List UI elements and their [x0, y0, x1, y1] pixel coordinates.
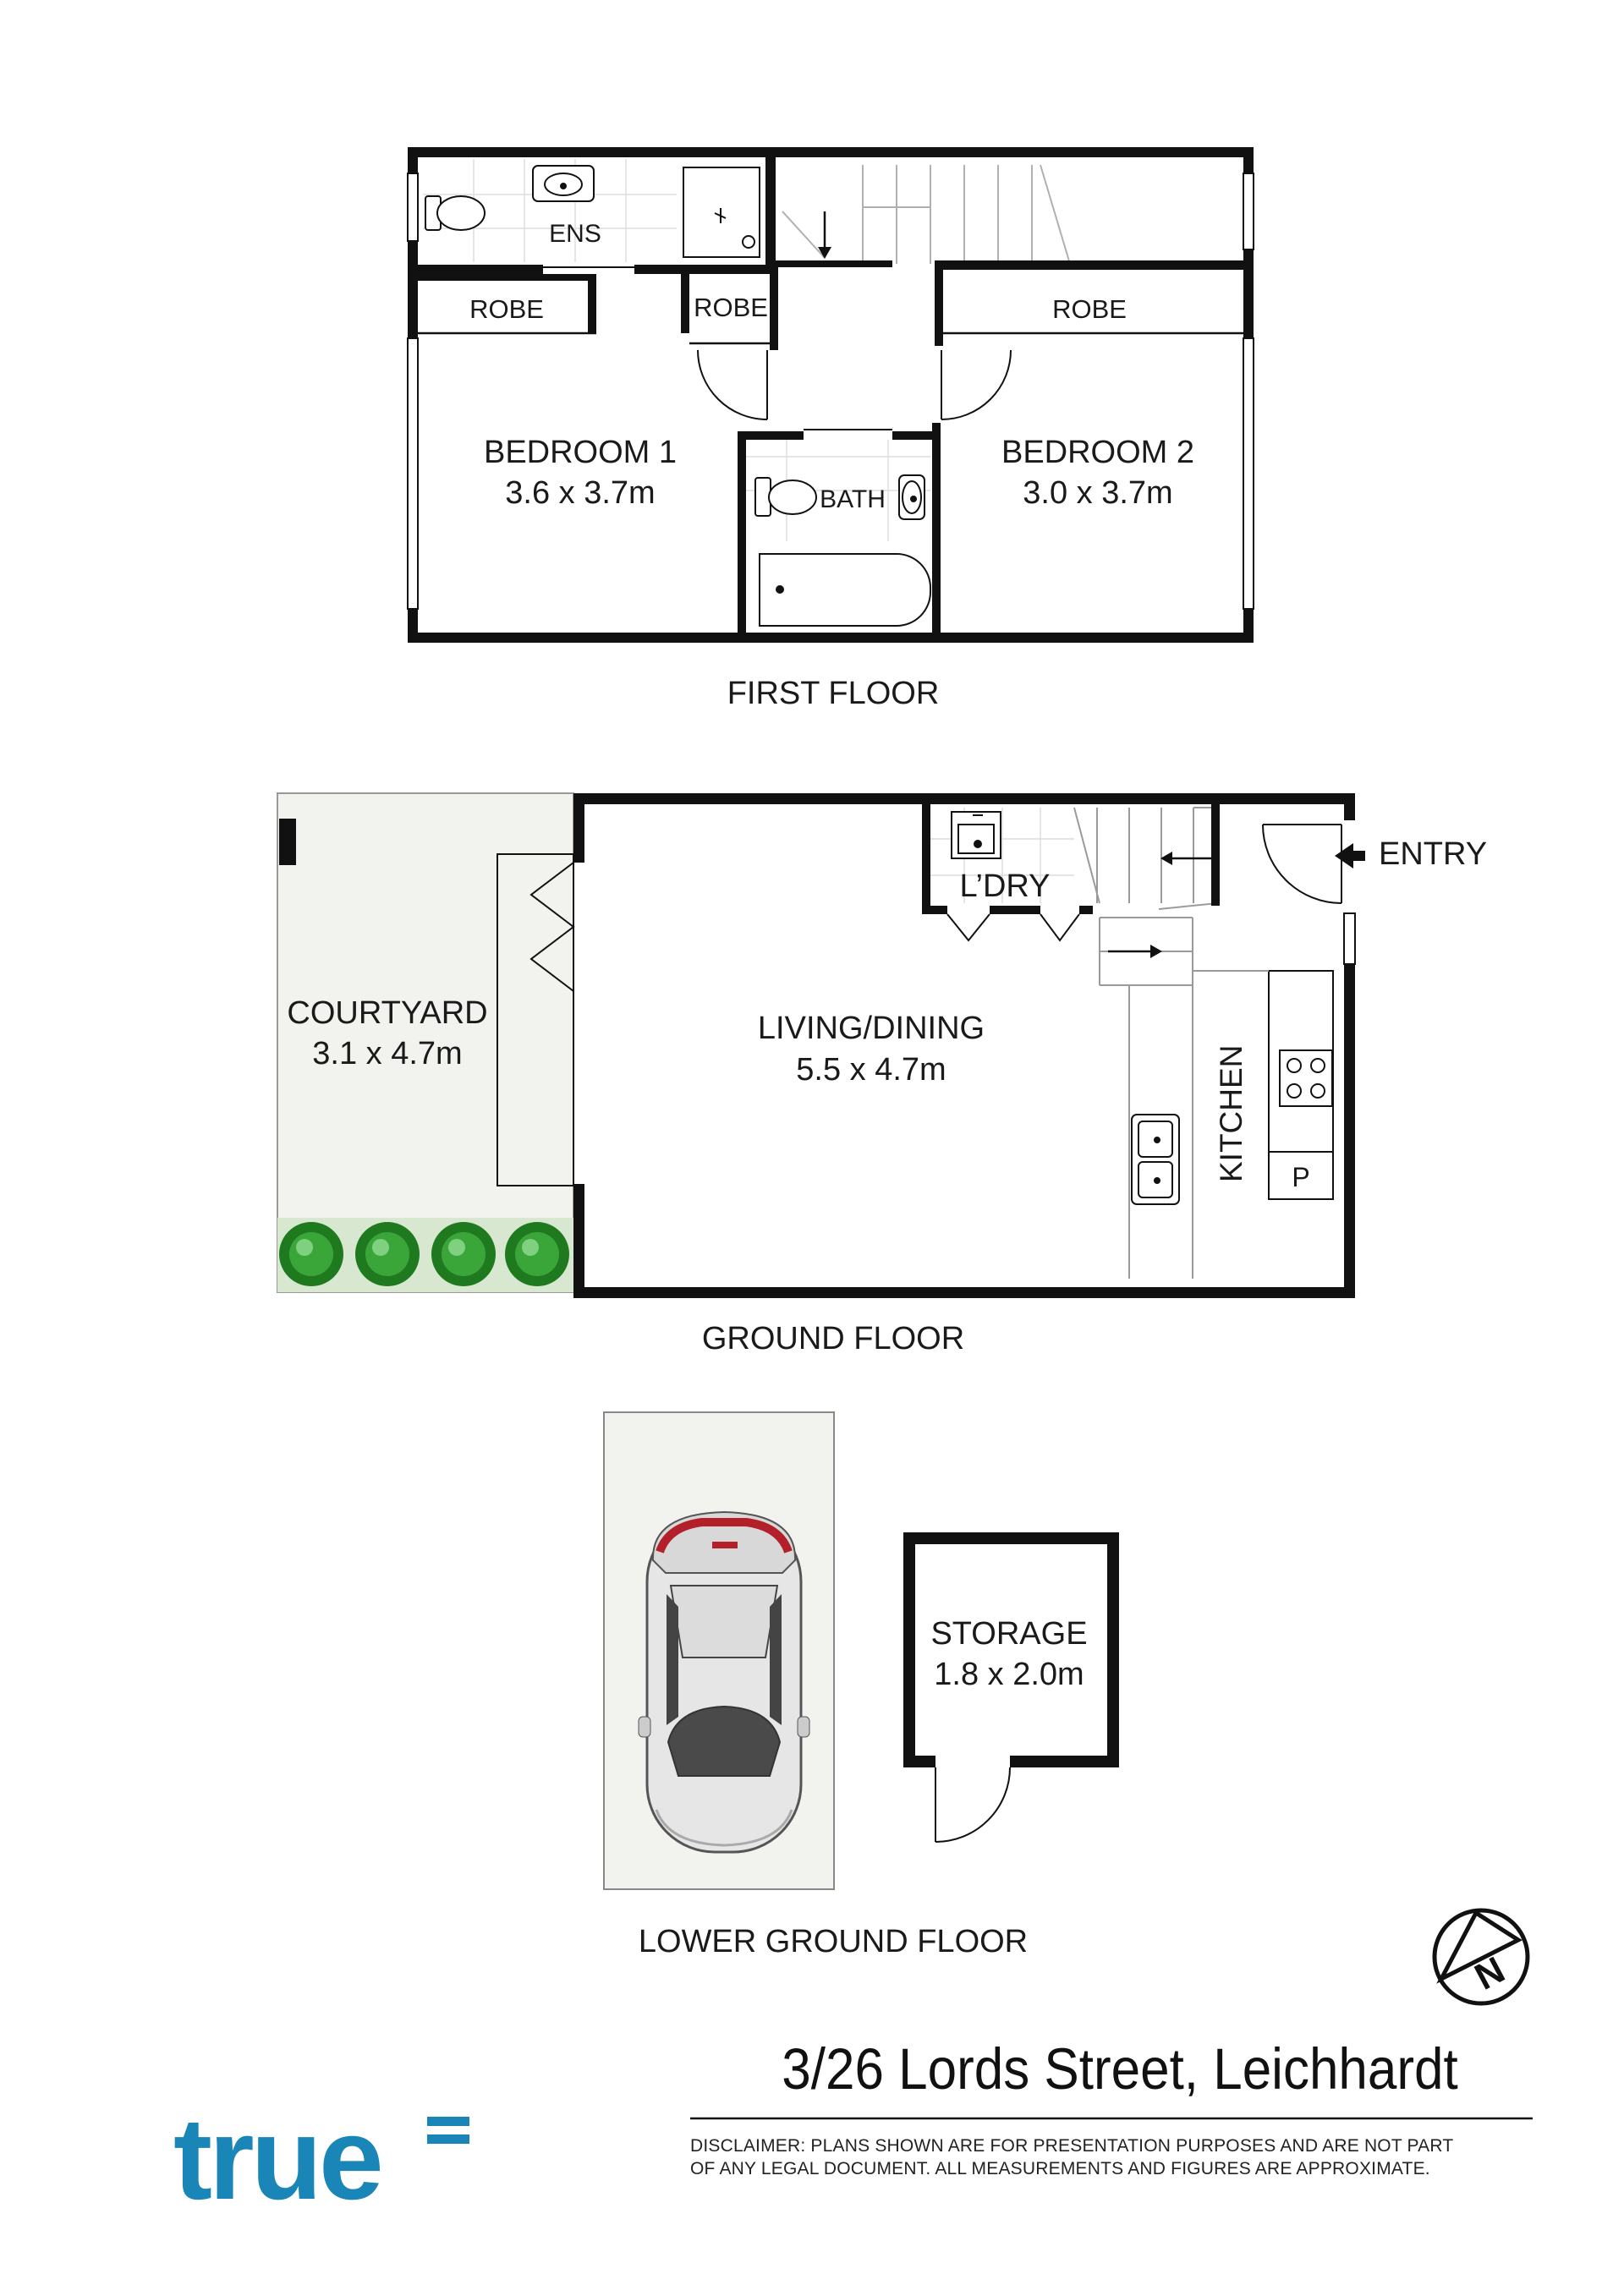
- ground-window: [1344, 913, 1355, 964]
- brand-logo-text: true: [173, 2094, 381, 2224]
- car-icon: [639, 1512, 809, 1852]
- toilet-icon: [437, 196, 485, 230]
- disclaimer-line-2: OF ANY LEGAL DOCUMENT. ALL MEASUREMENTS AND FIGURES ARE APPROXIMATE.: [690, 2159, 1430, 2178]
- disclaimer-line-1: DISCLAIMER: PLANS SHOWN ARE FOR PRESENTATION PURPOSES AND ARE NOT PART: [690, 2136, 1454, 2156]
- living-size: 5.5 x 4.7m: [796, 1052, 946, 1088]
- entry-label: ENTRY: [1379, 836, 1488, 872]
- laundry-tub-icon: [952, 812, 1001, 858]
- laundry-doors: [947, 914, 1079, 940]
- bedroom2-name: BEDROOM 2: [1001, 435, 1195, 470]
- logo-equals-icon: [427, 2117, 469, 2126]
- robe-label-middle: ROBE: [694, 293, 768, 322]
- entry-arrow-icon: [1335, 843, 1365, 869]
- first-floor-plan: [408, 147, 1254, 711]
- bath-label: BATH: [820, 485, 886, 513]
- north-compass-icon: [1435, 1910, 1528, 2003]
- ensuite-label: ENS: [549, 220, 601, 248]
- shrub-icon-4: [505, 1222, 569, 1286]
- pantry-label: P: [1292, 1162, 1310, 1192]
- lower-ground-floor-plan: [604, 1412, 1119, 1959]
- disclaimer: [690, 2134, 1553, 2180]
- ground-floor-plan: [277, 793, 1487, 1356]
- storage-door: [935, 1767, 1010, 1842]
- living-name: LIVING/DINING: [757, 1011, 985, 1046]
- laundry-label: L’DRY: [959, 869, 1051, 904]
- bedroom2-size: 3.0 x 3.7m: [1023, 475, 1173, 511]
- bedroom1-name: BEDROOM 1: [483, 435, 678, 470]
- ground-floor-caption: GROUND FLOOR: [701, 1321, 965, 1356]
- robe-fronts: [418, 333, 1243, 343]
- bath-toilet-icon: [769, 480, 816, 514]
- courtyard-size: 3.1 x 4.7m: [312, 1036, 463, 1071]
- robe-label-left: ROBE: [469, 294, 544, 324]
- first-floor-caption: FIRST FLOOR: [727, 676, 940, 711]
- property-address: 3/26 Lords Street, Leichhardt: [782, 2036, 1458, 2101]
- cooktop-icon: [1280, 1050, 1332, 1106]
- bathtub-icon: [760, 554, 930, 626]
- entry-door: [1263, 825, 1341, 903]
- shrub-icon-2: [355, 1222, 420, 1286]
- storage-size: 1.8 x 2.0m: [934, 1657, 1084, 1692]
- shrub-icon-3: [431, 1222, 496, 1286]
- courtyard-name: COURTYARD: [287, 995, 488, 1031]
- compass-letter: N: [1468, 1948, 1512, 1998]
- shrub-icon-1: [279, 1222, 343, 1286]
- robe-label-right: ROBE: [1052, 294, 1127, 324]
- lower-ground-floor-caption: LOWER GROUND FLOOR: [638, 1924, 1029, 1959]
- bedroom1-size: 3.6 x 3.7m: [505, 475, 656, 511]
- storage-name: STORAGE: [930, 1616, 1088, 1652]
- ground-floor-stairs: [1074, 808, 1218, 1279]
- brand-logo: [173, 2094, 469, 2224]
- courtyard-shrubs: [277, 1218, 573, 1292]
- kitchen-label: KITCHEN: [1214, 1044, 1248, 1182]
